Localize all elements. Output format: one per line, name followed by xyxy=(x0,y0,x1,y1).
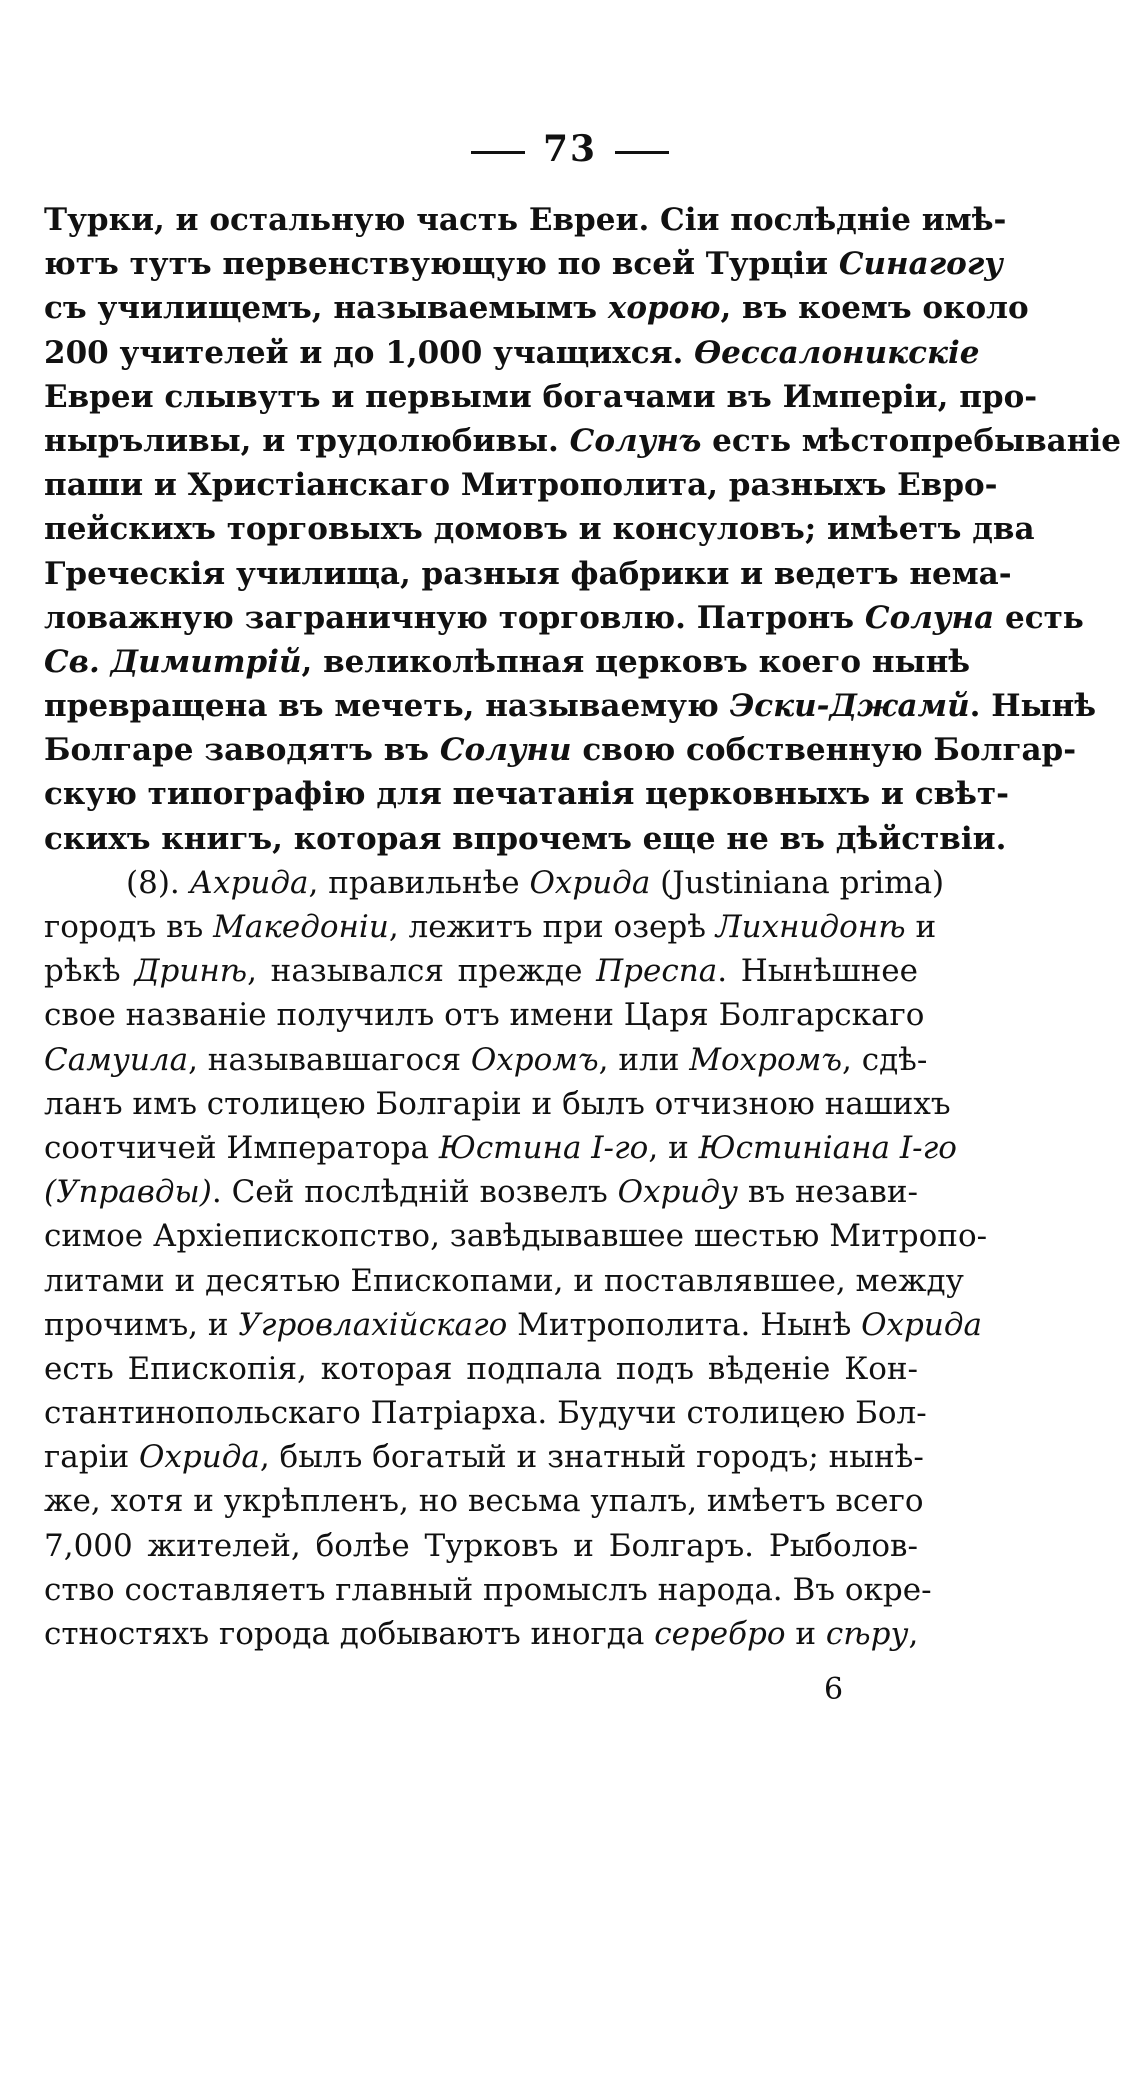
text-segment: , или xyxy=(598,1041,690,1078)
text-segment: (8). xyxy=(126,864,190,901)
italic-term: Ѳессалоникскіе xyxy=(694,334,980,371)
text-line xyxy=(44,1038,928,1082)
italic-term: Дринѣ xyxy=(134,953,248,990)
italic-term: Солунъ xyxy=(569,422,702,459)
italic-term: Синагогу xyxy=(838,246,1003,283)
italic-term: Охрида xyxy=(861,1306,982,1343)
text-segment: есть xyxy=(994,599,1084,636)
text-segment: симое Архіепископство, завѣдывавшее шестью Митропо- xyxy=(44,1218,988,1255)
text-segment: рѣкѣ xyxy=(44,953,135,990)
text-segment: , и xyxy=(648,1129,699,1166)
text-line xyxy=(44,993,925,1037)
text-segment: скую типографію для печатанія церковныхъ и свѣт- xyxy=(44,776,1009,813)
text-segment: , былъ богатый и знатный городъ; нынѣ- xyxy=(259,1439,924,1476)
italic-term: Лихнидонѣ xyxy=(715,909,906,945)
text-segment: паши и Христіанскаго Митрополита, разныхъ Евро- xyxy=(44,467,998,504)
italic-term: Охрида xyxy=(139,1439,260,1476)
text-segment: Греческія училища, разныя фабрики и ведетъ нема- xyxy=(44,555,1012,592)
text-segment: 200 учителей и до 1,000 учащихся. xyxy=(44,334,695,371)
text-segment: (Justiniana prima) xyxy=(650,864,945,901)
text-line xyxy=(44,1391,927,1435)
text-segment: скихъ книгъ, которая впрочемъ еще не въ дѣйствіи. xyxy=(44,820,1007,857)
text-segment: стантинопольскаго Патріарха. Будучи столицею Бол- xyxy=(44,1395,927,1432)
text-segment: Турки, и остальную часть Евреи. Сіи послѣдніе имѣ- xyxy=(44,202,1007,238)
text-segment: прочимъ, и xyxy=(44,1306,239,1343)
italic-term: Преспа xyxy=(596,953,718,990)
text-line xyxy=(44,817,1007,861)
text-line xyxy=(44,1126,957,1170)
text-segment: свою собственную Болгар- xyxy=(571,732,1077,769)
text-segment: , лежитъ при озерѣ xyxy=(388,909,716,945)
text-line xyxy=(44,640,971,684)
text-segment: и xyxy=(785,1616,826,1652)
text-segment: Болгаре заводятъ въ xyxy=(44,732,440,769)
italic-term: Юстина I-го xyxy=(438,1129,649,1166)
text-segment: литами и десятью Епископами, и поставлявшее, между xyxy=(44,1262,964,1299)
text-line xyxy=(44,1347,918,1391)
italic-term: хорою xyxy=(607,290,721,327)
text-segment: ловажную заграничную торговлю. Патронъ xyxy=(44,599,865,636)
text-segment: стностяхъ города добываютъ иногда xyxy=(44,1616,655,1652)
text-segment: , называвшагося xyxy=(188,1041,471,1078)
text-line xyxy=(44,1170,918,1214)
italic-term: Солуна xyxy=(864,599,995,636)
text-segment: ланъ имъ столицею Болгаріи и былъ отчизною нашихъ xyxy=(44,1085,951,1122)
signature-mark: 6 xyxy=(824,1672,844,1707)
page-header xyxy=(0,128,1140,170)
text-line xyxy=(44,1259,964,1303)
text-line xyxy=(44,419,1121,463)
italic-term: серебро xyxy=(654,1616,786,1652)
text-line xyxy=(44,1082,951,1126)
text-segment: же, хотя и укрѣпленъ, но весьма упалъ, имѣетъ всего xyxy=(44,1483,924,1520)
text-segment: , въ коемъ около xyxy=(720,290,1029,327)
header-dash-right xyxy=(615,151,669,154)
text-line xyxy=(44,286,1029,330)
italic-term: Македоніи xyxy=(213,909,389,945)
text-line xyxy=(44,1214,988,1258)
text-segment: 7,000 жителей, болѣе Турковъ и Болгаръ. Рыболов- xyxy=(44,1527,918,1564)
text-line xyxy=(44,242,1003,286)
text-segment: городъ въ xyxy=(44,909,214,945)
text-segment: гаріи xyxy=(44,1439,139,1476)
italic-term: Ахрида xyxy=(189,864,309,901)
text-segment: пейскихъ торговыхъ домовъ и консуловъ; имѣетъ два xyxy=(44,511,1035,548)
text-segment: . Нынѣшнее xyxy=(717,953,918,990)
text-segment: и xyxy=(905,909,937,945)
text-line xyxy=(44,1524,918,1568)
text-segment: , великолѣпная церковъ коего нынѣ xyxy=(301,643,971,680)
header-dash-left xyxy=(471,151,525,154)
page-number: 73 xyxy=(542,128,598,170)
italic-term: Эски-Джамй xyxy=(729,688,970,725)
text-segment: соотчичей Императора xyxy=(44,1129,439,1166)
body-text xyxy=(44,198,1121,1656)
italic-term: Угровлахійскаго xyxy=(238,1306,508,1343)
text-segment: Митрополита. Нынѣ xyxy=(507,1306,862,1343)
text-segment: . Сей послѣдній возвелъ xyxy=(211,1174,618,1211)
italic-term: Охриду xyxy=(617,1174,739,1211)
text-line xyxy=(44,949,918,993)
text-line xyxy=(44,1612,918,1656)
text-segment: съ училищемъ, называемымъ xyxy=(44,290,608,327)
text-line xyxy=(44,507,1035,551)
italic-term: Охромъ xyxy=(470,1041,599,1078)
text-segment: ство составляетъ главный промыслъ народа. Въ окре- xyxy=(44,1571,932,1608)
text-segment: , правильнѣе xyxy=(308,864,530,901)
text-line xyxy=(44,684,1097,728)
text-line xyxy=(44,552,1012,596)
italic-term: (Управды) xyxy=(44,1174,212,1211)
text-segment: превращена въ мечеть, называемую xyxy=(44,688,730,725)
text-line xyxy=(44,1435,924,1479)
text-line xyxy=(44,1568,932,1612)
italic-term: Солуни xyxy=(439,732,572,769)
text-segment: ютъ тутъ первенствующую по всей Турціи xyxy=(44,246,839,283)
text-segment: , xyxy=(908,1616,919,1652)
text-line xyxy=(44,861,945,905)
italic-term: Юстиніана I-го xyxy=(698,1129,957,1166)
italic-term: Охрида xyxy=(529,864,651,901)
text-segment: Евреи слывутъ и первыми богачами въ Имперіи, про- xyxy=(44,378,1038,415)
text-line xyxy=(44,772,1009,816)
text-line xyxy=(44,905,937,949)
italic-term: Св. Димитрій xyxy=(44,643,302,680)
text-segment: въ незави- xyxy=(738,1174,918,1211)
text-line xyxy=(44,375,1038,419)
text-line xyxy=(44,463,998,507)
text-segment: , сдѣ- xyxy=(842,1041,928,1078)
text-segment: . Нынѣ xyxy=(969,688,1097,725)
italic-term: Самуила xyxy=(44,1041,189,1078)
text-segment: ныръливы, и трудолюбивы. xyxy=(44,422,570,459)
text-line xyxy=(44,331,980,375)
italic-term: сѣру xyxy=(825,1616,909,1652)
text-line xyxy=(44,1479,924,1523)
text-segment: есть Епископія, которая подпала подъ вѣденіе Кон- xyxy=(44,1350,918,1387)
text-segment: есть мѣстопребываніе xyxy=(701,422,1121,459)
text-line xyxy=(44,198,1007,242)
text-line xyxy=(44,1303,982,1347)
text-line xyxy=(44,728,1077,772)
text-segment: свое названіе получилъ отъ имени Царя Болгарскаго xyxy=(44,997,925,1034)
text-line xyxy=(44,596,1084,640)
italic-term: Мохромъ xyxy=(689,1041,843,1078)
text-segment: , назывался прежде xyxy=(247,953,597,990)
